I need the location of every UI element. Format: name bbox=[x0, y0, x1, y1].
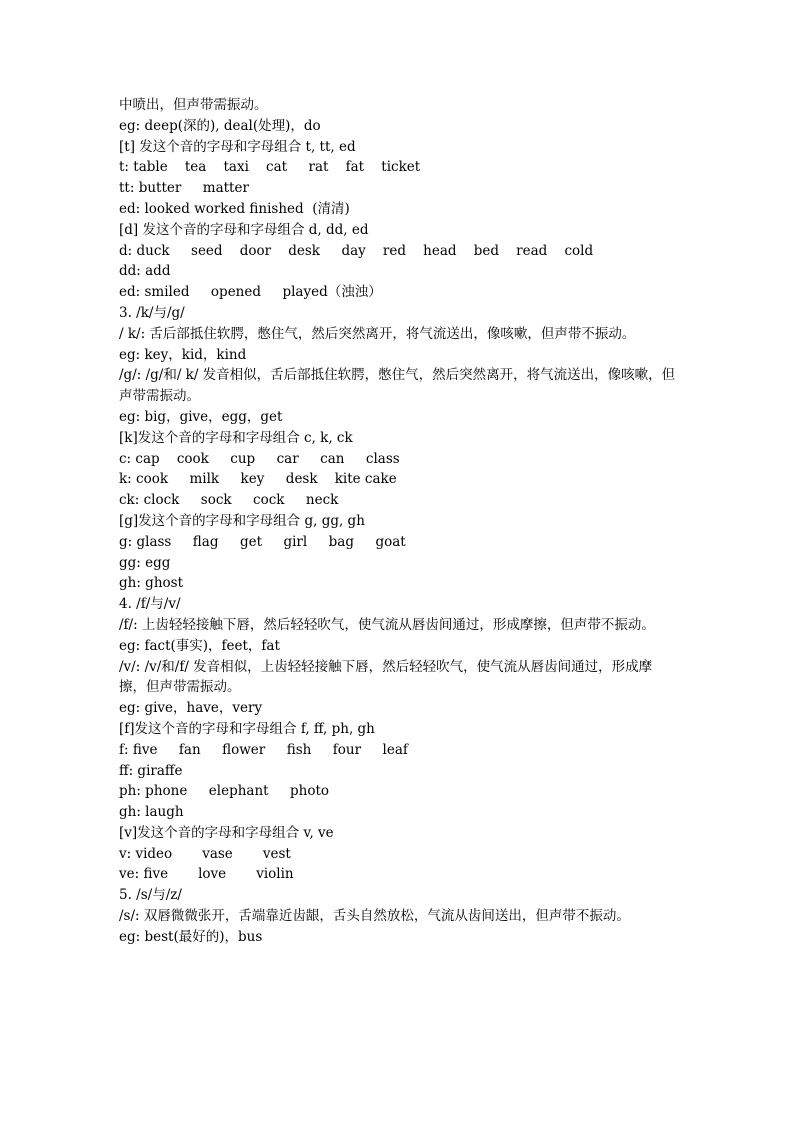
phoneme-spelling-heading: [k]发这个音的字母和字母组合 c, k, ck bbox=[119, 429, 353, 446]
word-list-line: c: cap cook cup car can class bbox=[119, 450, 400, 467]
section-heading: 3. /k/与/g/ bbox=[119, 304, 185, 321]
word-list-line: ff: giraffe bbox=[119, 762, 183, 779]
word-list-line: ed: looked worked finished (清清) bbox=[119, 200, 350, 217]
word-list-line: dd: add bbox=[119, 263, 171, 280]
phoneme-spelling-heading: [v]发这个音的字母和字母组合 v, ve bbox=[119, 824, 334, 841]
example-line: eg: give，have，very bbox=[119, 700, 263, 717]
word-list-line: tt: butter matter bbox=[119, 180, 249, 197]
pronunciation-description: /s/: 双唇微微张开，舌端靠近齿龈，舌头自然放松，气流从齿间送出，但声带不振动。 bbox=[119, 908, 630, 925]
word-list-line: ck: clock sock cock neck bbox=[119, 492, 339, 509]
phoneme-spelling-heading: [g]发这个音的字母和字母组合 g, gg, gh bbox=[119, 512, 365, 529]
example-line: eg: big，give，egg，get bbox=[119, 408, 283, 425]
phoneme-spelling-heading: [d] 发这个音的字母和字母组合 d, dd, ed bbox=[119, 221, 369, 238]
pronunciation-description: /v/: /v/和/f/ 发音相似，上齿轻轻接触下唇，然后轻轻吹气，使气流从唇齿间通过，形成摩擦，但声带需振动。 bbox=[119, 658, 653, 696]
word-list-line: g: glass flag get girl bag goat bbox=[119, 533, 406, 550]
word-list-line: gh: laugh bbox=[119, 804, 184, 821]
phoneme-spelling-heading: [t] 发这个音的字母和字母组合 t, tt, ed bbox=[119, 138, 356, 155]
word-list-line: ph: phone elephant photo bbox=[119, 783, 330, 800]
word-list-line: t: table tea taxi cat rat fat ticket bbox=[119, 159, 421, 176]
example-line: eg: key，kid，kind bbox=[119, 346, 247, 363]
example-line: eg: fact(事实)，feet，fat bbox=[119, 637, 280, 654]
section-heading: 5. /s/与/z/ bbox=[119, 887, 182, 904]
word-list-line: gg: egg bbox=[119, 554, 171, 571]
document-body bbox=[119, 95, 679, 948]
example-line: eg: deep(深的), deal(处理)，do bbox=[119, 117, 321, 134]
pronunciation-description: /f/: 上齿轻轻接触下唇，然后轻轻吹气，使气流从唇齿间通过，形成摩擦，但声带不振动。 bbox=[119, 616, 655, 633]
word-list-line: f: five fan flower fish four leaf bbox=[119, 741, 408, 758]
pronunciation-description: /g/: /g/和/ k/ 发音相似，舌后部抵住软腭，憋住气，然后突然离开，将气流送出，像咳嗽，但声带需振动。 bbox=[119, 367, 676, 405]
pronunciation-description: / k/: 舌后部抵住软腭，憋住气，然后突然离开，将气流送出，像咳嗽，但声带不振动。 bbox=[119, 325, 636, 342]
example-line: eg: best(最好的)，bus bbox=[119, 928, 263, 945]
text-line: 中喷出，但声带需振动。 bbox=[119, 97, 268, 113]
word-list-line: ed: smiled opened played（浊浊） bbox=[119, 284, 382, 301]
word-list-line: ve: five love violin bbox=[119, 866, 294, 883]
phoneme-spelling-heading: [f]发这个音的字母和字母组合 f, ff, ph, gh bbox=[119, 720, 375, 737]
word-list-line: gh: ghost bbox=[119, 575, 183, 592]
word-list-line: k: cook milk key desk kite cake bbox=[119, 471, 397, 488]
section-heading: 4. /f/与/v/ bbox=[119, 596, 181, 613]
word-list-line: d: duck seed door desk day red head bed read cold bbox=[119, 242, 594, 259]
word-list-line: v: video vase vest bbox=[119, 845, 291, 862]
